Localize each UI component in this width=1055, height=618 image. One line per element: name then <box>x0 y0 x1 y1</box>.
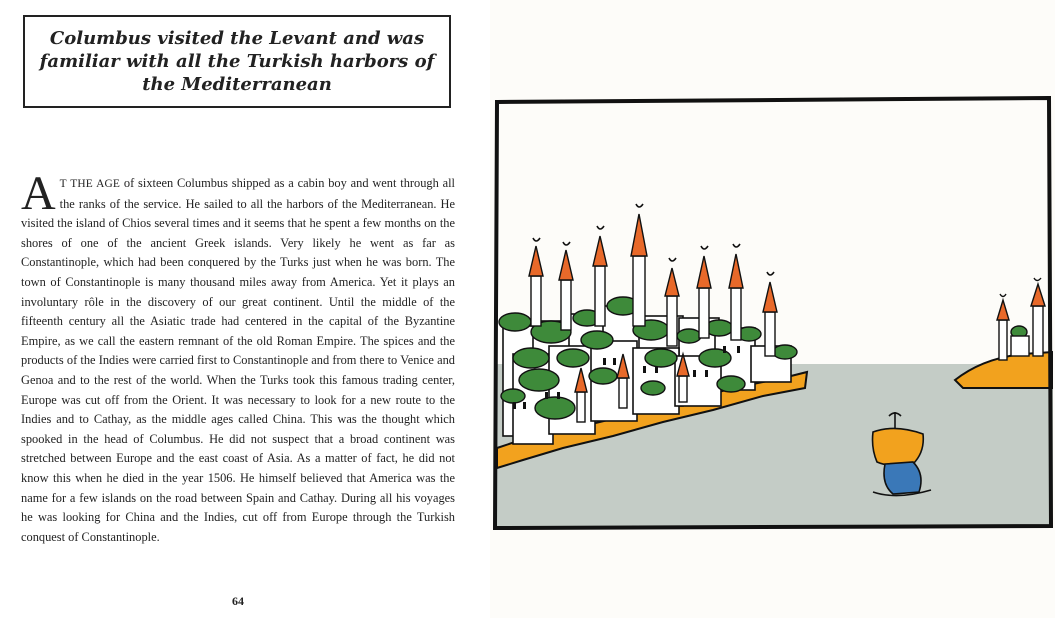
left-page <box>0 0 490 618</box>
drop-cap: A <box>21 167 56 220</box>
body-paragraph <box>21 167 456 547</box>
page-title: Columbus visited the Levant and was familiar with all the Turkish harbors of the Mediterranean <box>39 28 435 95</box>
title-box <box>23 15 451 108</box>
lead-in: T THE AGE <box>59 178 121 190</box>
page-number: 64 <box>232 594 244 608</box>
body-text: of sixteen Columbus shipped as a cabin boy and went through all the ranks of the service. He sailed to all the harbors of the Mediterranean. He visited the island of Chios several times and it seems that he spent a few months on the shores of one of the ancient Greek islands. Very likely he went as far as Constantinople, which had been conquered by the Turks just when he was born. The town of Constantinople is many thousand miles away from America. Yet it plays an involuntary rôle in the discovery of our great continent. Until the middle of the fifteenth century all the Asiatic trade had centered in the capital of the Byzantine Empire, as we call the eastern remnant of the old Roman Empire. The spices and the products of the Indies were carried first to Constantinople and from there to Venice and Genoa and to the rest of the world. When the Turks took this famous trading center, Europe was cut off from the Orient. It was necessary to look for a new route to the Indies and to Cathay, as the middle ages called China. This was the thought which spooked in the head of Columbus. He did not suspect that a broad continent was stretched between Europe and the east coast of Asia. As a matter of fact, he did not know this when he died in the year 1506. He himself believed that America was the name for a few islands on the road between Spain and Cathay. During all his voyages he was looking for China and the Indies, cut off from Europe through the Turkish conquest of Constantinople. <box>21 176 456 544</box>
illustration-constantinople <box>493 96 1053 530</box>
